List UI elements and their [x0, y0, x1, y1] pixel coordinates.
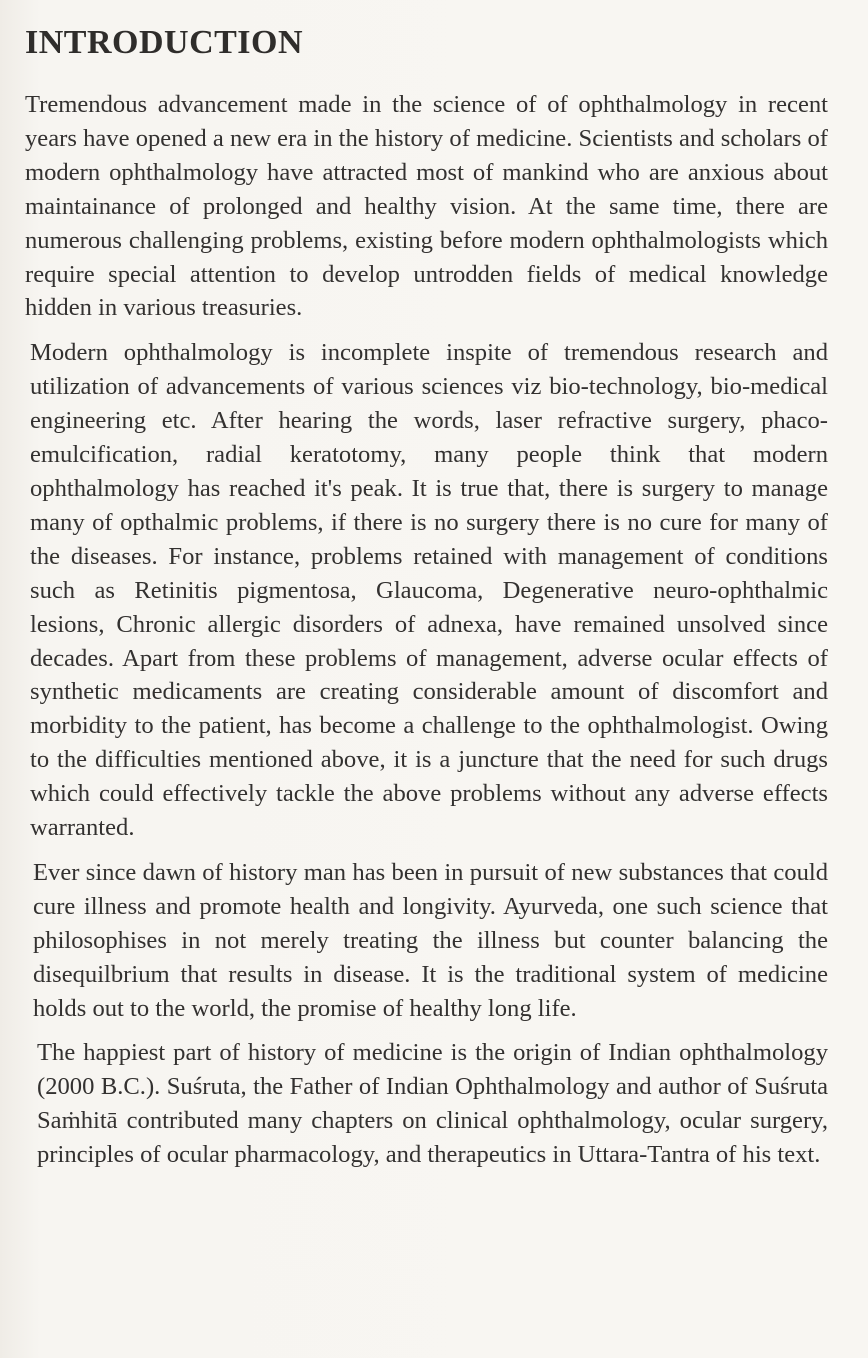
section-heading: INTRODUCTION: [25, 24, 304, 61]
paragraph-3: Ever since dawn of history man has been in pursuit of new substances that could cure illness and promote health and longivity. Ayurveda, one such science that philosophises in not merely treating the illness but counter balancing the disequilbrium that results in disease. It is the traditional system of medicine holds out to the world, the promise of healthy long life.: [33, 858, 828, 1022]
paragraph-4: The happiest part of history of medicine is the origin of Indian ophthalmology (2000 B.C.). Suśruta, the Father of Indian Ophthalmology and author of Suśruta Saṁhitā contributed many chapters on clinical ophthalmology, ocular surgery, principles of ocular pharmacology, and therapeutics in Uttara-Tantra of his text.: [37, 1039, 828, 1169]
paragraph-1: Tremendous advancement made in the science of of ophthalmology in recent years have opened a new era in the history of medicine. Scientists and scholars of modern ophthalmology have attracted most of mankind who are anxious about maintainance of prolonged and healthy vision. At the same time, there are numerous challenging problems, existing before modern ophthalmologists which require special attention to develop untrodden fields of medical knowledge hidden in various treasuries.: [25, 91, 828, 322]
paragraph-2: Modern ophthalmology is incomplete inspite of tremendous research and utilization of advancements of various sciences viz bio-technology, bio-medical engineering etc. After hearing the words, laser refractive surgery, phaco-emulcification, radial keratotomy, many people think that modern ophthalmology has reached it's peak. It is true that, there is surgery to manage many of opthalmic problems, if there is no surgery there is no cure for many of the diseases. For instance, problems retained with management of conditions such as Retinitis pigmentosa, Glaucoma, Degenerative neuro-ophthalmic lesions, Chronic allergic disorders of adnexa, have remained unsolved since decades. Apart from these problems of management, adverse ocular effects of synthetic medicaments are creating considerable amount of discomfort and morbidity to the patient, has become a challenge to the ophthalmologist. Owing to the difficulties mentioned above, it is a juncture that the need for such drugs which could effectively tackle the above problems without any adverse effects warranted.: [30, 339, 828, 842]
